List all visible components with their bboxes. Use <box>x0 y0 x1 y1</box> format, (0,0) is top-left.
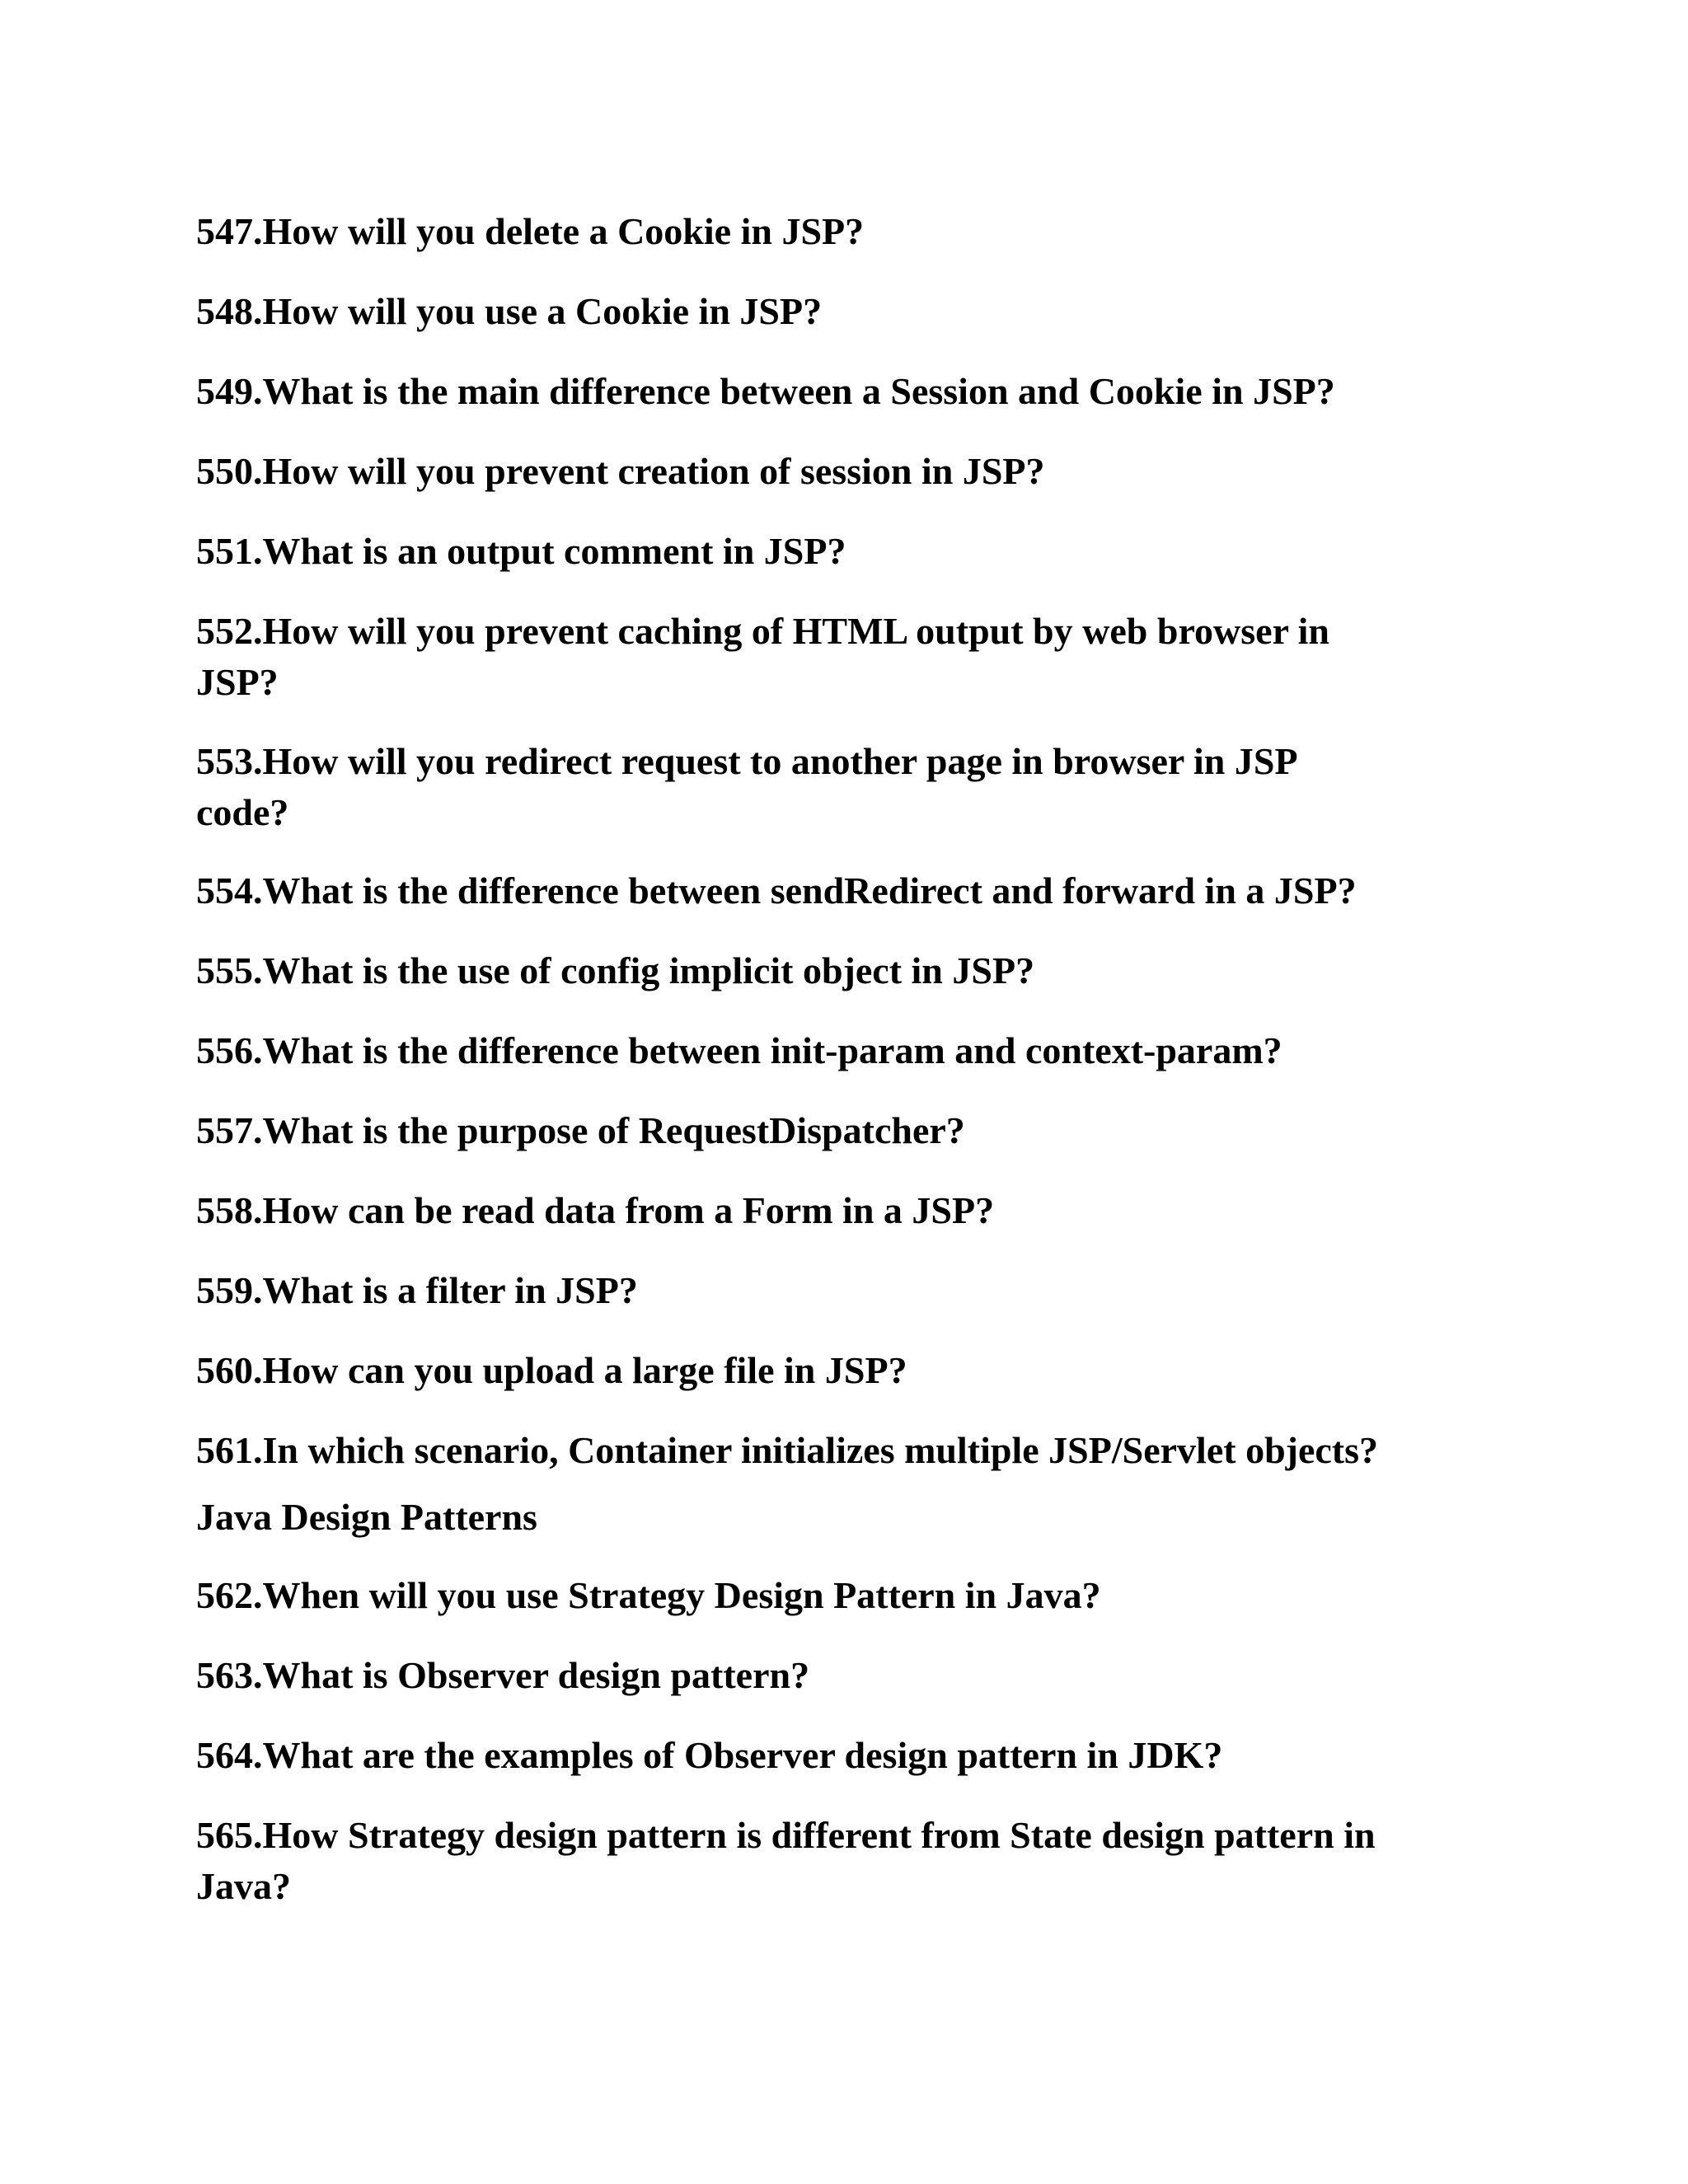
question-561 <box>196 1425 1498 1476</box>
question-547 <box>196 206 1498 257</box>
question-text: 553.How will you redirect request to another page in browser in JSP <box>196 740 1298 782</box>
question-text-continued: code? <box>196 791 289 833</box>
question-text: 560.How can you upload a large file in JSP? <box>196 1349 907 1391</box>
question-553 <box>196 736 1498 838</box>
question-text: 558.How can be read data from a Form in a JSP? <box>196 1189 995 1231</box>
question-text: 549.What is the main difference between a Session and Cookie in JSP? <box>196 370 1335 412</box>
question-text: 551.What is an output comment in JSP? <box>196 530 846 572</box>
question-555 <box>196 945 1498 996</box>
question-text: 557.What is the purpose of RequestDispatcher? <box>196 1109 965 1151</box>
question-text: 556.What is the difference between init-param and context-param? <box>196 1029 1282 1071</box>
question-text: 550.How will you prevent creation of session in JSP? <box>196 450 1045 492</box>
question-549 <box>196 366 1498 417</box>
question-563 <box>196 1650 1498 1701</box>
question-text: 554.What is the difference between sendRedirect and forward in a JSP? <box>196 869 1357 912</box>
question-text-continued: Java? <box>196 1865 291 1907</box>
question-text-continued: JSP? <box>196 661 279 703</box>
question-text: 555.What is the use of config implicit object in JSP? <box>196 949 1035 991</box>
question-text: 552.How will you prevent caching of HTML output by web browser in <box>196 610 1330 652</box>
question-562 <box>196 1570 1498 1621</box>
question-text: 547.How will you delete a Cookie in JSP? <box>196 210 865 252</box>
question-text: 564.What are the examples of Observer design pattern in JDK? <box>196 1734 1223 1776</box>
section-heading: Java Design Patterns <box>196 1496 537 1538</box>
question-text: 565.How Strategy design pattern is different from State design pattern in <box>196 1814 1376 1856</box>
question-556 <box>196 1025 1498 1076</box>
question-text: 561.In which scenario, Container initializes multiple JSP/Servlet objects? <box>196 1429 1379 1471</box>
question-text: 559.What is a filter in JSP? <box>196 1269 638 1311</box>
question-550 <box>196 446 1498 497</box>
question-552 <box>196 606 1498 708</box>
question-554 <box>196 865 1498 916</box>
question-text: 563.What is Observer design pattern? <box>196 1654 810 1696</box>
question-557 <box>196 1105 1498 1156</box>
question-564 <box>196 1730 1498 1781</box>
question-558 <box>196 1185 1498 1236</box>
question-551 <box>196 526 1498 577</box>
question-548 <box>196 286 1498 337</box>
question-560 <box>196 1345 1498 1396</box>
question-559 <box>196 1265 1498 1316</box>
question-text: 562.When will you use Strategy Design Pattern in Java? <box>196 1574 1101 1616</box>
question-text: 548.How will you use a Cookie in JSP? <box>196 290 823 332</box>
question-565 <box>196 1810 1498 1912</box>
